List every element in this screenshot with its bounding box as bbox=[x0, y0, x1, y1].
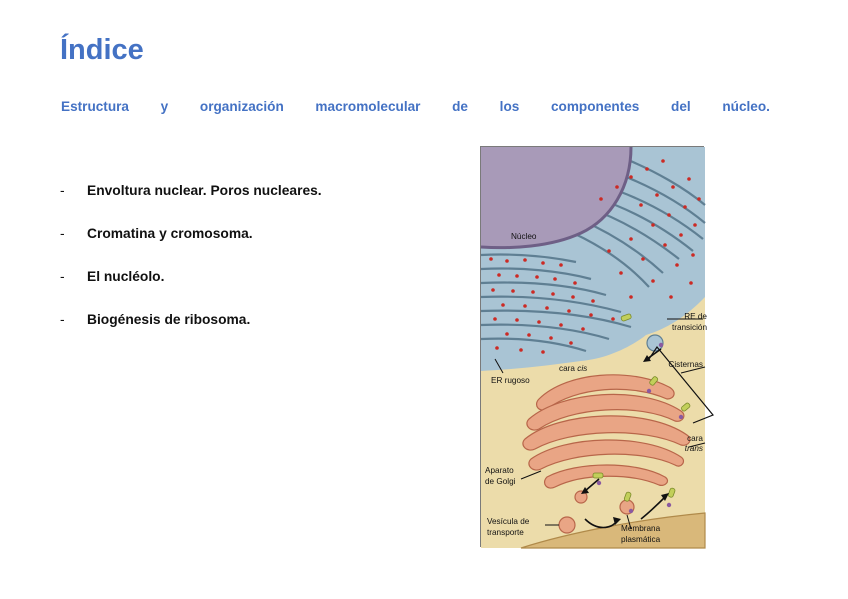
label-trans-face-2: trans bbox=[684, 444, 703, 453]
index-list bbox=[60, 183, 322, 355]
label-re-transition-2: transición bbox=[671, 323, 707, 332]
subtitle-word: Estructura bbox=[61, 99, 129, 114]
slide-subtitle bbox=[61, 99, 770, 114]
label-vesicle-2: transporte bbox=[487, 528, 524, 537]
subtitle-word: del bbox=[671, 99, 691, 114]
label-cis-face-2: cis bbox=[577, 364, 588, 373]
index-item bbox=[60, 312, 322, 355]
index-item-text: Biogénesis de ribosoma. bbox=[87, 312, 251, 327]
bullet-dash: - bbox=[60, 269, 65, 284]
subtitle-word: y bbox=[160, 99, 169, 114]
index-item bbox=[60, 226, 322, 269]
label-cis-face bbox=[559, 364, 587, 373]
subtitle-word: componentes bbox=[550, 99, 640, 114]
subtitle-word: núcleo. bbox=[722, 99, 770, 114]
index-item bbox=[60, 183, 322, 226]
label-golgi: Aparato bbox=[485, 466, 514, 475]
bullet-dash: - bbox=[60, 226, 65, 241]
cell-diagram-svg bbox=[481, 147, 705, 548]
label-membrane: Membrana bbox=[621, 524, 661, 533]
index-item bbox=[60, 269, 322, 312]
label-membrane-2: plasmática bbox=[621, 535, 661, 544]
bullet-dash: - bbox=[60, 183, 65, 198]
bullet-dash: - bbox=[60, 312, 65, 327]
subtitle-word: organización bbox=[199, 99, 284, 114]
index-item-text: El nucléolo. bbox=[87, 269, 165, 284]
index-item-text: Cromatina y cromosoma. bbox=[87, 226, 253, 241]
label-rough-er: ER rugoso bbox=[491, 376, 530, 385]
label-nucleus: Núcleo bbox=[511, 232, 537, 241]
slide-title: Índice bbox=[60, 34, 144, 66]
label-golgi-2: de Golgi bbox=[485, 477, 516, 486]
label-trans-face: cara bbox=[687, 434, 703, 443]
index-item-text: Envoltura nuclear. Poros nucleares. bbox=[87, 183, 322, 198]
subtitle-word: de bbox=[452, 99, 468, 114]
label-cis-face-1: cara bbox=[559, 364, 575, 373]
label-cisternae: Cisternas bbox=[668, 360, 703, 369]
cell-diagram bbox=[480, 146, 707, 547]
label-vesicle: Vesícula de bbox=[487, 517, 530, 526]
subtitle-word: los bbox=[499, 99, 520, 114]
subtitle-word: macromolecular bbox=[315, 99, 421, 114]
label-re-transition: RE de bbox=[684, 312, 707, 321]
